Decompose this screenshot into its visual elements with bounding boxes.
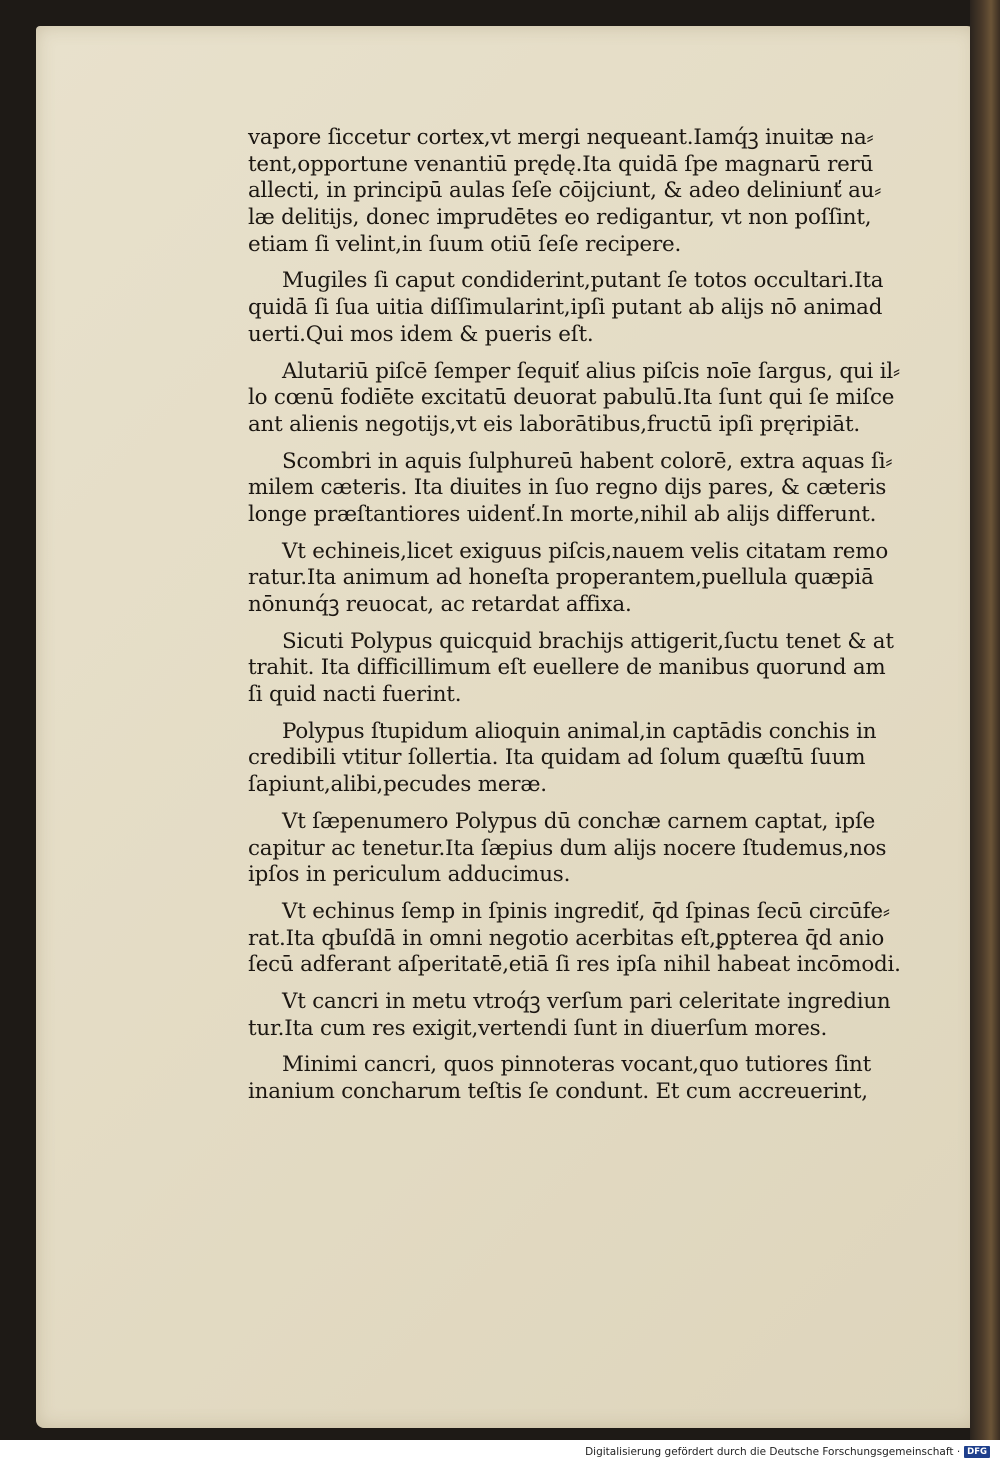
text-line: ſapiunt,alibi,pecudes meræ. [248,772,547,798]
paragraph [248,629,948,709]
page-text [248,125,948,1116]
text-line: Alutariū piſcē ſemper ſequiť alius piſcis noīe ſargus, qui il⸗ [282,358,900,384]
paragraph [248,125,948,258]
text-line: Sicuti Polypus quicquid brachijs attigerit,ſuctu tenet & at [282,628,894,654]
text-line: læ delitijs, donec imprudētes eo redigantur, vt non poſſint, [248,205,872,231]
dfg-logo: DFG [964,1446,990,1458]
paragraph [248,899,948,979]
digitization-credit [585,1446,990,1458]
text-line: Vt echinus ſemp in ſpinis ingrediť, q̄d ſpinas ſecū circūfe⸗ [282,898,890,924]
paragraph [248,1052,948,1105]
paragraph [248,268,948,348]
text-line: milem cæteris. Ita diuites in ſuo regno dijs pares, & cæteris [248,475,887,501]
paragraph [248,719,948,799]
paragraph [248,539,948,619]
text-line: vapore ſiccetur cortex,vt mergi nequeant.Iamq́ꝫ inuitæ na⸗ [248,125,874,150]
text-line: trahit. Ita difficillimum eſt euellere de manibus quorund am [248,655,886,681]
text-line: Scombri in aquis ſulphureū habent colorē, extra aquas ſi⸗ [282,448,893,474]
text-line: Mugiles ſi caput condiderint,putant ſe totos occultari.Ita [282,268,884,294]
text-line: tent,opportune venantiū prędę.Ita quidā ſpe magnarū rerū [248,151,874,177]
text-line: uerti.Qui mos idem & pueris eſt. [248,321,594,347]
text-line: ant alienis negotijs,vt eis laborātibus,fructū ipſi pręripiāt. [248,411,860,437]
text-line: ratur.Ita animum ad honeſta properantem,puellula quæpiā [248,565,874,591]
text-line: inanium concharum teſtis ſe condunt. Et cum accreuerint, [248,1079,868,1104]
text-line: Vt echineis,licet exiguus piſcis,nauem velis citatam remo [282,538,889,564]
paragraph [248,449,948,529]
text-line: lo cœnū fodiēte excitatū deuorat pabulū.Ita ſunt qui ſe miſce [248,385,895,411]
paragraph [248,809,948,889]
text-line: Polypus ſtupidum alioquin animal,in captādis conchis in [282,718,877,744]
text-line: longe præſtantiores uidenť.In morte,nihil ab alijs differunt. [248,501,877,527]
text-line: nōnunq́ꝫ reuocat, ac retardat affixa. [248,592,632,617]
text-line: credibili vtitur ſollertia. Ita quidam ad ſolum quæſtū ſuum [248,745,866,771]
paragraph [248,989,948,1042]
text-line: ſecū adferant aſperitatē,etiā ſi res ipſa nihil habeat incōmodi. [248,952,901,978]
text-line: rat.Ita qbuſdā in omni negotio acerbitas eſt,ꝑpterea q̄d anio [248,925,885,951]
paragraph [248,359,948,439]
text-line: tur.Ita cum res exigit,vertendi ſunt in diuerſum mores. [248,1015,828,1041]
text-line: allecti, in principū aulas ſeſe cōijciunt, & adeo deliniunť au⸗ [248,178,882,204]
credit-text: Digitalisierung gefördert durch die Deutsche Forschungsgemeinschaft · [585,1446,961,1458]
text-line: Vt ſæpenumero Polypus dū conchæ carnem captat, ipſe [282,808,876,834]
text-line: Minimi cancri, quos pinnoteras vocant,quo tutiores ſint [282,1052,872,1078]
text-line: Vt cancri in metu vtroq́ꝫ verſum pari celeritate ingrediun [282,988,891,1014]
text-line: ipſos in periculum adducimus. [248,862,571,888]
text-line: ſi quid nacti fuerint. [248,682,462,708]
text-line: capitur ac tenetur.Ita ſæpius dum alijs nocere ſtudemus,nos [248,835,887,861]
text-line: quidā ſi ſua uitia diſſimularint,ipſi putant ab alijs nō animad [248,295,883,321]
text-line: etiam ſi velint,in ſuum otiū ſeſe recipere. [248,231,682,257]
